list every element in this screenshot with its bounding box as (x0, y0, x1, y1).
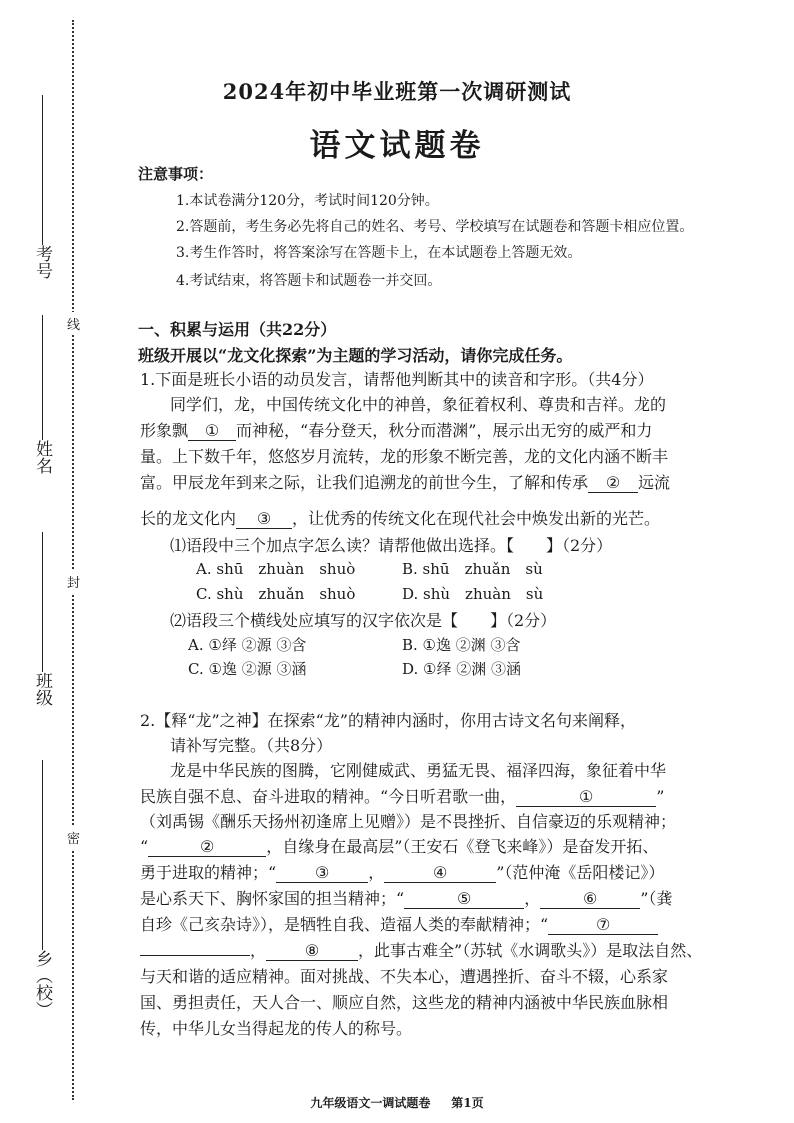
class-line (42, 532, 43, 672)
q2-blank-1: ① (516, 788, 656, 807)
notice-heading: 注意事项： (138, 165, 214, 183)
q2-text: ，此事古难全”（苏轼《水调歌头》）是取法自然、 (358, 941, 703, 960)
q2-stem-2: 请补写完整。（共8分） (170, 736, 333, 755)
q1-blank-1: ① (188, 422, 236, 441)
q1-stem: 1.下面是班长小语的动员发言，请帮他判断其中的读音和字形。（共4分） (140, 370, 654, 389)
page-footer (0, 1094, 794, 1111)
q2-text: ， (524, 889, 541, 908)
q2-text: ”（范仲淹《岳阳楼记》） (496, 863, 665, 882)
q1-blank-2: ② (588, 474, 638, 493)
q2-text: ，自缘身在最高层”（王安石《登飞来峰》）是奋发开拓、 (266, 837, 659, 856)
notice-item-2: 2.答题前，考生务必先将自己的姓名、考号、学校填写在试题卷和答题卡相应位置。 (176, 219, 694, 235)
q2-line-7 (140, 912, 658, 935)
q2-line-6 (140, 886, 672, 909)
q2-blank-4: ④ (384, 864, 496, 883)
q2-blank-2: ② (148, 838, 266, 857)
q1-text: 长的龙文化内 (140, 509, 237, 528)
exam-number-label: 考号 (32, 245, 52, 279)
q1-sub1-option-d: D. shù zhuàn sù (402, 585, 544, 603)
q2-text: ”（龚 (640, 889, 673, 908)
q2-line-2 (140, 784, 664, 807)
class-field (30, 532, 55, 706)
q2-text: ， (368, 863, 385, 882)
q2-text: “ (140, 837, 149, 856)
q1-para-line-3: 量。上下数千年，悠悠岁月流转，龙的形象不断完善，龙的文化内涵不断丰 (140, 447, 669, 466)
q1-para-line-4 (140, 470, 670, 493)
exam-title: 2024年初中毕业班第一次调研测试 (222, 79, 572, 104)
q2-text: 自珍《己亥杂诗》），是牺牲自我、造福人类的奉献精神；“ (140, 915, 549, 934)
q2-blank-3: ③ (276, 864, 368, 883)
name-line (42, 315, 43, 440)
q1-text: 而神秘，“春分登天，秋分而潜渊”，展示出无穷的威严和力 (236, 421, 653, 440)
q1-sub2-option-c: C. ①逸 ②源 ③涵 (188, 660, 307, 678)
footer-exam-name: 九年级语文一调试题卷 (310, 1096, 431, 1110)
binding-dotted-line (72, 20, 74, 1100)
q2-blank-7-cont (140, 955, 250, 956)
q1-sub2-option-a: A. ①绎 ②源 ③含 (188, 636, 307, 654)
q2-line-9: 与天和谐的适应精神。面对挑战、不失本心，遭遇挫折、奋斗不辍，心系家 (140, 967, 669, 986)
q2-blank-5: ⑤ (404, 890, 524, 909)
q2-line-4 (140, 834, 658, 857)
q1-sub2-option-b: B. ①逸 ②渊 ③含 (402, 636, 521, 654)
section-intro: 班级开展以“龙文化探索”为主题的学习活动，请你完成任务。 (138, 346, 573, 365)
q1-text: 远流 (638, 473, 671, 492)
q1-sub1: ⑴语段中三个加点字怎么读？请帮他做出选择。【 】（2分） (170, 536, 613, 555)
q2-line-5 (140, 860, 664, 883)
q1-blank-3: ③ (236, 510, 292, 529)
margin-dense-char: 密 (67, 826, 80, 849)
q1-sub1-option-b: B. shū zhuǎn sù (402, 560, 543, 578)
q2-line-1: 龙是中华民族的图腾，它刚健威武、勇猛无畏、福泽四海，象征着中华 (170, 761, 667, 780)
q1-para-line-5 (140, 506, 660, 529)
q2-blank-7: ⑦ (548, 916, 658, 935)
q1-para-line-1: 同学们，龙，中国传统文化中的神兽，象征着权利、尊贵和吉祥。龙的 (170, 395, 667, 414)
q2-stem: 2.【释“龙”之神】在探索“龙”的精神内涵时，你用古诗文名句来阐释， (140, 711, 636, 730)
q1-sub2: ⑵语段三个横线处应填写的汉字依次是【 】（2分） (170, 611, 557, 630)
q1-text: 形象飘 (140, 421, 189, 440)
q1-sub1-option-a: A. shū zhuàn shuò (196, 560, 356, 578)
q2-text: 是心系天下、胸怀家国的担当精神；“ (140, 889, 405, 908)
q2-text: ” (656, 787, 665, 806)
q2-line-3: （刘禹锡《酬乐天扬州初逢席上见赠》）是不畏挫折、自信豪迈的乐观精神； (140, 812, 677, 831)
q2-text: 勇于进取的精神；“ (140, 863, 277, 882)
footer-page-number: 第1页 (451, 1096, 484, 1110)
notice-item-4: 4.考试结束，将答题卡和试题卷一并交回。 (176, 273, 442, 289)
exam-subtitle: 语文试题卷 (309, 128, 485, 164)
q2-text: ， (250, 941, 267, 960)
margin-line-char: 线 (67, 312, 80, 335)
name-label: 姓名 (32, 440, 52, 474)
q2-blank-6: ⑥ (540, 890, 640, 909)
school-label: 乡（校） (32, 950, 52, 1018)
q1-sub1-option-c: C. shù zhuǎn shuò (196, 585, 356, 603)
margin-seal-char: 封 (67, 570, 80, 593)
q2-blank-8: ⑧ (266, 942, 358, 961)
q1-para-line-2 (140, 418, 652, 441)
school-field (30, 760, 55, 1018)
q1-sub2-option-d: D. ①绎 ②渊 ③涵 (402, 660, 522, 678)
notice-item-3: 3.考生作答时，将答案涂写在答题卡上，在本试题卷上答题无效。 (176, 245, 582, 261)
name-field (30, 315, 55, 474)
exam-number-line (42, 95, 43, 245)
section-heading: 一、积累与运用（共22分） (138, 320, 337, 339)
q1-text: 富。甲辰龙年到来之际，让我们追溯龙的前世今生，了解和传承 (140, 473, 589, 492)
q2-line-8 (140, 938, 702, 961)
school-line (42, 760, 43, 950)
class-label: 班级 (32, 672, 52, 706)
notice-item-1: 1.本试卷满分120分，考试时间120分钟。 (176, 193, 439, 209)
q1-text: ，让优秀的传统文化在现代社会中焕发出新的光芒。 (292, 509, 661, 528)
q2-text: 民族自强不息、奋斗进取的精神。“今日听君歌一曲， (140, 787, 517, 806)
q2-line-10: 国、勇担责任，天人合一、顺应自然，这些龙的精神内涵被中华民族血脉相 (140, 993, 669, 1012)
q2-line-11: 传，中华儿女当得起龙的传人的称号。 (140, 1019, 413, 1038)
